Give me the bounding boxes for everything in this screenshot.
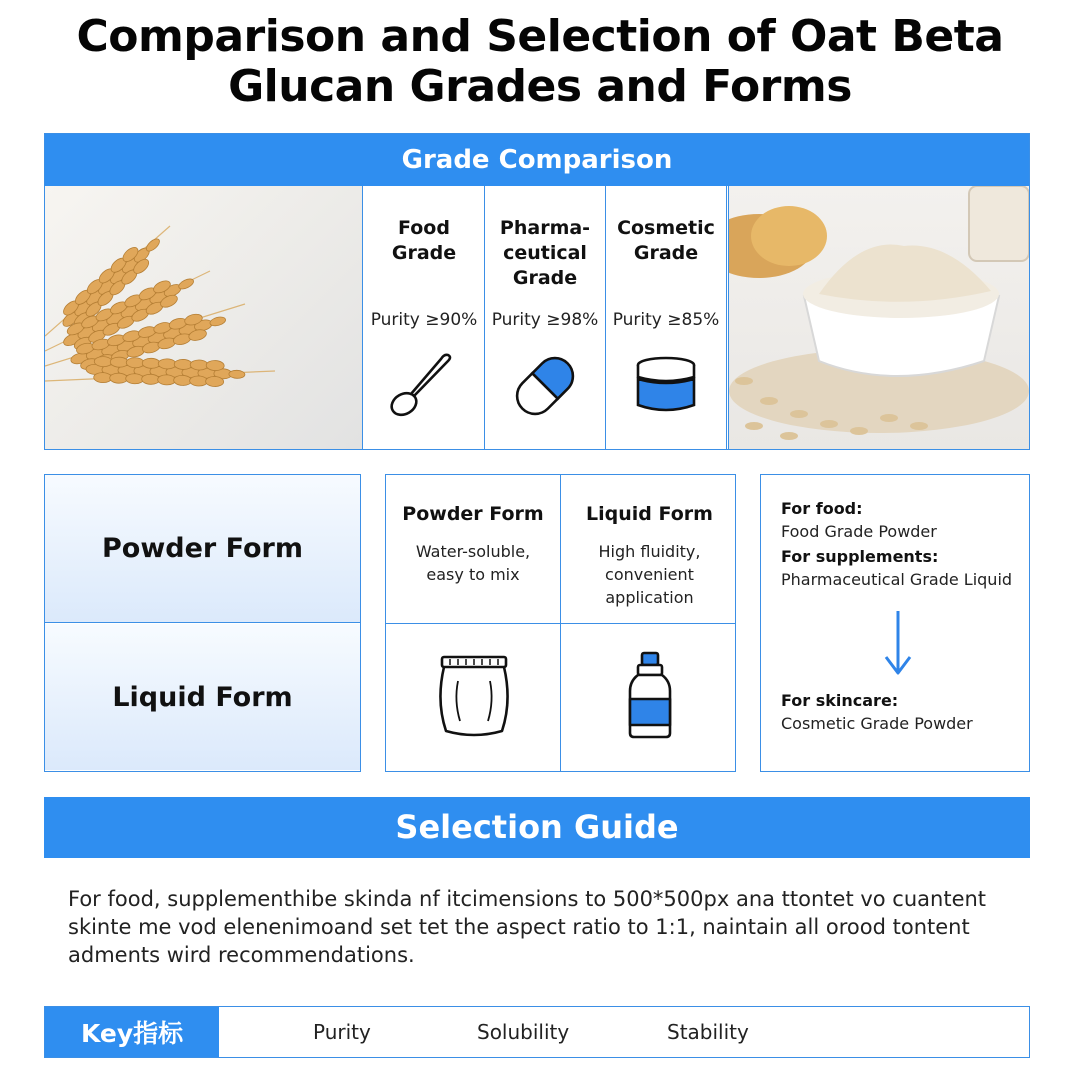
- recommendation-value: Cosmetic Grade Powder: [781, 714, 973, 733]
- key-item-solubility: Solubility: [477, 1020, 570, 1044]
- grade-name-line: Pharma-: [499, 217, 591, 239]
- grade-name: [364, 216, 484, 266]
- oat-powder-image: [728, 186, 1029, 449]
- title-line-1: Comparison and Selection of Oat Beta: [76, 11, 1004, 62]
- oat-powder-bowl-illustration: [729, 186, 1029, 449]
- form-description-line: easy to mix: [426, 565, 520, 584]
- powder-form-column: [386, 475, 561, 771]
- wheat-image: [45, 186, 363, 449]
- liquid-form-cell: Liquid Form: [45, 624, 360, 770]
- forms-left-panel: [44, 474, 361, 772]
- key-item-stability: Stability: [667, 1020, 749, 1044]
- title-line-2: Glucan Grades and Forms: [228, 61, 852, 112]
- liquid-form-column: [562, 475, 737, 771]
- selection-guide-line: skinte me vod elenenimoand set tet the aspect ratio to 1:1, naintain all orood tontent: [68, 915, 970, 939]
- grade-column-food: [364, 186, 485, 449]
- form-description-line: High fluidity,: [598, 542, 701, 561]
- wheat-ears-illustration: [45, 186, 363, 449]
- form-description: [570, 540, 729, 609]
- grade-comparison-header: Grade Comparison: [45, 134, 1029, 186]
- grade-name-line: Grade: [633, 242, 699, 264]
- grade-purity: Purity ≥90%: [370, 310, 478, 330]
- key-label: Key指标: [45, 1007, 219, 1057]
- form-title: Powder Form: [402, 503, 544, 525]
- grade-name-line: Food: [398, 217, 450, 239]
- capsule-icon: [507, 351, 583, 421]
- key-indicators-bar: [44, 1006, 1030, 1058]
- grade-comparison-panel: [44, 133, 1030, 450]
- form-title: Liquid Form: [586, 503, 713, 525]
- selection-guide-line: For food, supplementhibe skinda nf itcimensions to 500*500px ana ttontet vo cuantent: [68, 887, 987, 911]
- spoon-icon: [386, 351, 462, 421]
- grade-name-line: Grade: [512, 267, 578, 289]
- grade-name-line: Cosmetic: [617, 217, 715, 239]
- selection-guide-header: Selection Guide: [44, 797, 1030, 858]
- grade-name: [606, 216, 726, 266]
- powder-form-cell: Powder Form: [45, 475, 360, 623]
- form-description-line: Water-soluble,: [415, 542, 531, 561]
- grade-name-line: Grade: [391, 242, 457, 264]
- page-title: [0, 12, 1080, 112]
- grade-purity: Purity ≥85%: [612, 310, 720, 330]
- selection-guide-line: adments wird recommendations.: [68, 943, 415, 967]
- recommendations-panel: [760, 474, 1030, 772]
- grade-column-pharmaceutical: [485, 186, 606, 449]
- form-description: [394, 540, 552, 586]
- recommendation-label: For supplements:: [781, 547, 939, 566]
- liquid-bottle-icon: [610, 651, 690, 741]
- recommendation-value: Pharmaceutical Grade Liquid: [781, 570, 1013, 589]
- arrow-down-icon: [883, 609, 913, 679]
- powder-bag-icon: [434, 651, 514, 741]
- grade-name: [485, 216, 605, 291]
- grade-purity: Purity ≥98%: [491, 310, 599, 330]
- cream-jar-icon: [628, 351, 704, 421]
- selection-guide-text: [68, 885, 1028, 969]
- recommendation-label: For skincare:: [781, 691, 899, 710]
- recommendation-value: Food Grade Powder: [781, 522, 937, 541]
- grade-column-cosmetic: [606, 186, 727, 449]
- key-item-purity: Purity: [313, 1020, 371, 1044]
- form-description-line: application: [605, 588, 694, 607]
- form-description-line: convenient: [605, 565, 694, 584]
- forms-comparison-panel: [385, 474, 736, 772]
- recommendation-label: For food:: [781, 499, 863, 518]
- grade-name-line: ceutical: [503, 242, 587, 264]
